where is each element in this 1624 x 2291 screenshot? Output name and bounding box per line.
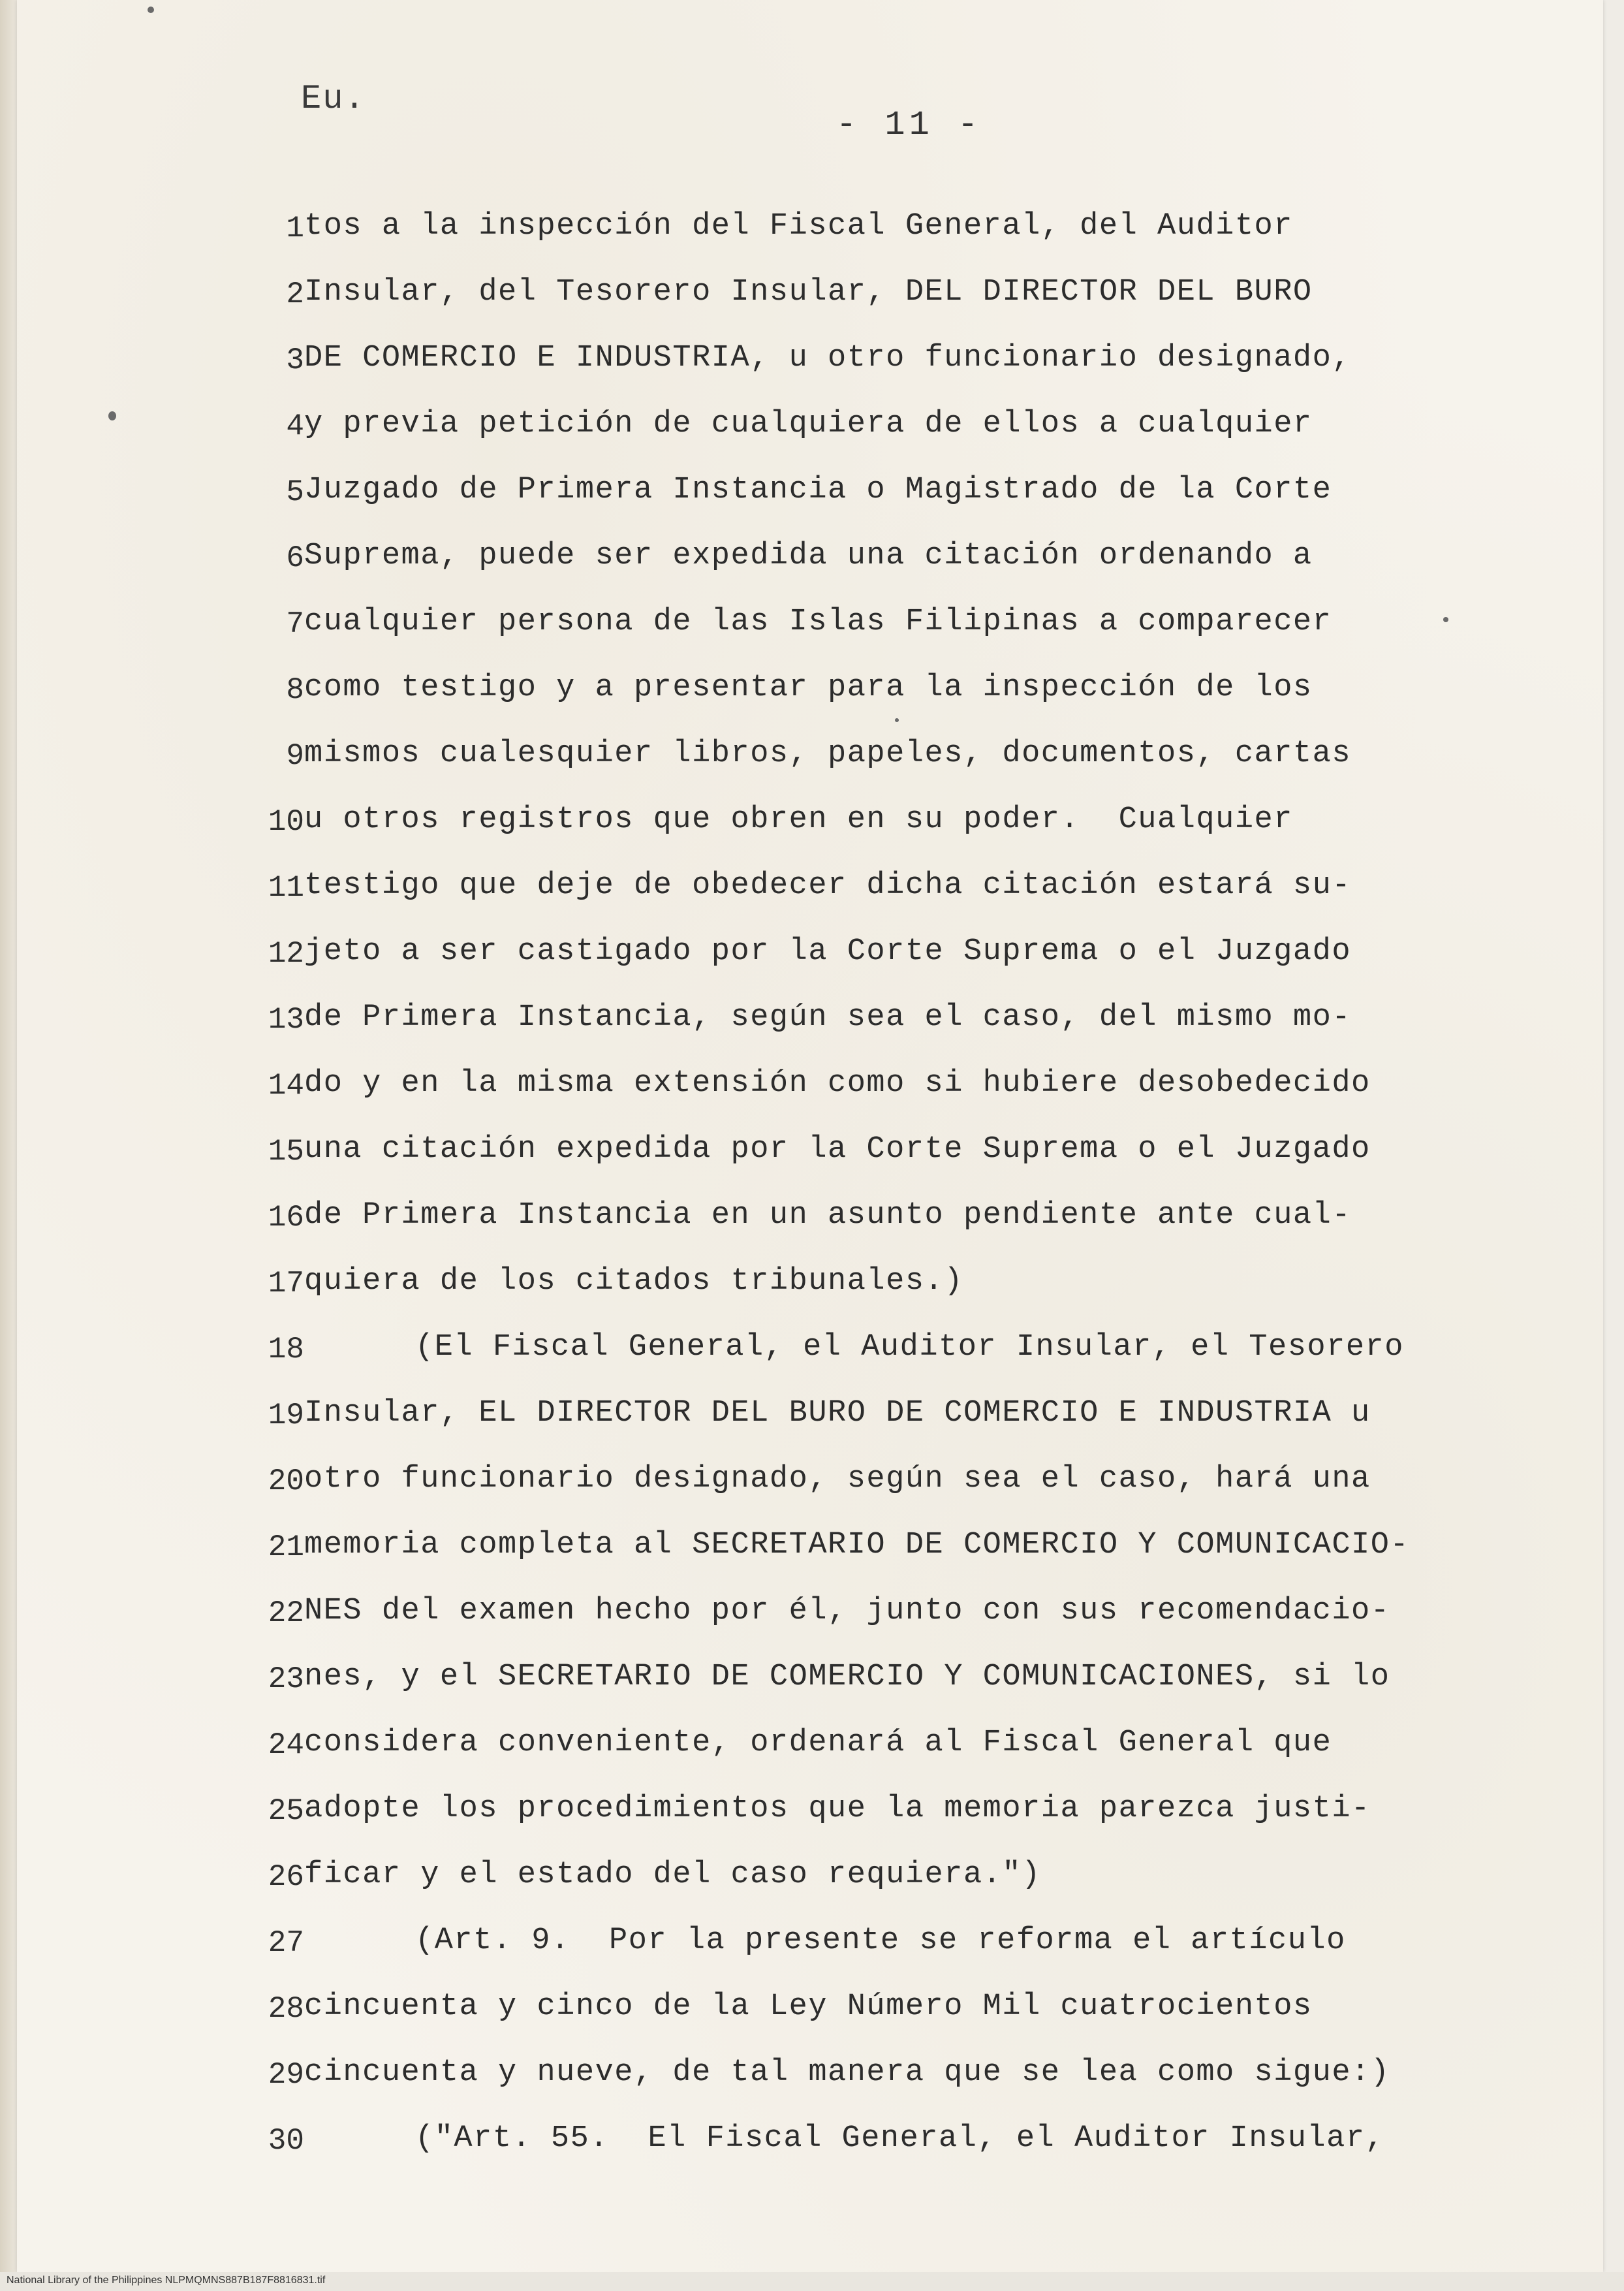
line-text: DE COMERCIO E INDUSTRIA, u otro funcionario designado, bbox=[304, 341, 1352, 375]
line-text: (Art. 9. Por la presente se reforma el artículo bbox=[415, 1923, 1346, 1958]
document-line bbox=[17, 730, 1603, 796]
line-text: de Primera Instancia en un asunto pendiente ante cual- bbox=[304, 1198, 1352, 1233]
paper-speck bbox=[1443, 617, 1448, 622]
document-line bbox=[17, 400, 1603, 466]
line-number: 9 bbox=[286, 739, 304, 773]
document-line bbox=[17, 994, 1603, 1060]
document-line bbox=[17, 2115, 1603, 2181]
line-number: 2 bbox=[286, 277, 304, 311]
line-text: tos a la inspección del Fiscal General, del Auditor bbox=[304, 209, 1293, 244]
line-number: 6 bbox=[286, 541, 304, 575]
document-line bbox=[17, 1389, 1603, 1455]
line-text: ("Art. 55. El Fiscal General, el Auditor Insular, bbox=[415, 2121, 1385, 2156]
line-number: 17 bbox=[268, 1267, 304, 1301]
document-line bbox=[17, 664, 1603, 730]
document-line bbox=[17, 928, 1603, 994]
line-number: 26 bbox=[268, 1860, 304, 1894]
line-number: 29 bbox=[268, 2058, 304, 2092]
line-number: 19 bbox=[268, 1398, 304, 1432]
line-number: 11 bbox=[268, 871, 304, 905]
line-text: cualquier persona de las Islas Filipinas a comparecer bbox=[304, 605, 1332, 639]
line-text: Juzgado de Primera Instancia o Magistrado de la Corte bbox=[304, 473, 1332, 507]
line-number: 23 bbox=[268, 1662, 304, 1696]
line-text: testigo que deje de obedecer dicha citación estará su- bbox=[304, 868, 1352, 903]
line-text: como testigo y a presentar para la inspección de los bbox=[304, 671, 1313, 705]
document-line bbox=[17, 1851, 1603, 1917]
line-text: otro funcionario designado, según sea el caso, hará una bbox=[304, 1462, 1371, 1496]
line-number: 4 bbox=[286, 409, 304, 443]
document-line bbox=[17, 1126, 1603, 1192]
line-number: 24 bbox=[268, 1728, 304, 1762]
line-text: (El Fiscal General, el Auditor Insular, el Tesorero bbox=[415, 1330, 1404, 1365]
document-line bbox=[17, 796, 1603, 862]
paper-speck bbox=[895, 718, 899, 722]
line-text: mismos cualesquier libros, papeles, documentos, cartas bbox=[304, 736, 1352, 771]
document-line bbox=[17, 202, 1603, 268]
line-number: 21 bbox=[268, 1530, 304, 1564]
line-number: 12 bbox=[268, 937, 304, 971]
line-text: NES del examen hecho por él, junto con sus recomendacio- bbox=[304, 1594, 1390, 1628]
line-number: 10 bbox=[268, 805, 304, 839]
document-line bbox=[17, 1257, 1603, 1323]
document-line bbox=[17, 598, 1603, 664]
line-text: memoria completa al SECRETARIO DE COMERCIO Y COMUNICACIO- bbox=[304, 1528, 1410, 1562]
document-line bbox=[17, 1587, 1603, 1653]
document-line bbox=[17, 532, 1603, 598]
line-text: jeto a ser castigado por la Corte Suprema o el Juzgado bbox=[304, 934, 1352, 969]
line-text: ficar y el estado del caso requiera.") bbox=[304, 1857, 1041, 1892]
line-number: 7 bbox=[286, 607, 304, 641]
paper-speck bbox=[108, 411, 116, 420]
document-line bbox=[17, 1455, 1603, 1521]
page-number: - 11 - bbox=[836, 106, 982, 144]
document-line bbox=[17, 1521, 1603, 1587]
line-number: 28 bbox=[268, 1992, 304, 2026]
document-line bbox=[17, 2049, 1603, 2115]
document-line bbox=[17, 862, 1603, 928]
document-line bbox=[17, 466, 1603, 532]
line-text: cincuenta y cinco de la Ley Número Mil cuatrocientos bbox=[304, 1989, 1313, 2024]
line-number: 27 bbox=[268, 1926, 304, 1960]
line-text: una citación expedida por la Corte Suprema o el Juzgado bbox=[304, 1132, 1371, 1167]
line-number: 18 bbox=[268, 1333, 304, 1367]
document-line bbox=[17, 1983, 1603, 2049]
line-number: 25 bbox=[268, 1794, 304, 1828]
line-number: 5 bbox=[286, 475, 304, 509]
line-number: 13 bbox=[268, 1003, 304, 1037]
document-line bbox=[17, 1060, 1603, 1126]
line-number: 16 bbox=[268, 1201, 304, 1235]
line-text: de Primera Instancia, según sea el caso, del mismo mo- bbox=[304, 1000, 1352, 1035]
line-text: cincuenta y nueve, de tal manera que se lea como sigue:) bbox=[304, 2055, 1390, 2090]
typist-initials: Eu. bbox=[301, 80, 366, 118]
document-line bbox=[17, 1785, 1603, 1851]
page-left-edge bbox=[0, 0, 17, 2272]
scan-footer-label: National Library of the Philippines NLPMQMNS887B187F8816831.tif bbox=[7, 2275, 326, 2286]
document-line bbox=[17, 1917, 1603, 1983]
line-text: Insular, EL DIRECTOR DEL BURO DE COMERCIO E INDUSTRIA u bbox=[304, 1396, 1371, 1430]
line-text: considera conveniente, ordenará al Fiscal General que bbox=[304, 1726, 1332, 1760]
line-number: 30 bbox=[268, 2124, 304, 2158]
line-text: u otros registros que obren en su poder. Cualquier bbox=[304, 802, 1293, 837]
line-text: nes, y el SECRETARIO DE COMERCIO Y COMUNICACIONES, si lo bbox=[304, 1660, 1390, 1694]
document-line bbox=[17, 1719, 1603, 1785]
document-line bbox=[17, 268, 1603, 334]
line-text: do y en la misma extensión como si hubiere desobedecido bbox=[304, 1066, 1371, 1101]
line-number: 8 bbox=[286, 673, 304, 707]
line-text: Insular, del Tesorero Insular, DEL DIRECTOR DEL BURO bbox=[304, 275, 1313, 309]
document-line bbox=[17, 1653, 1603, 1719]
line-number: 3 bbox=[286, 343, 304, 377]
document-line bbox=[17, 1192, 1603, 1257]
line-text: quiera de los citados tribunales.) bbox=[304, 1264, 963, 1299]
line-text: adopte los procedimientos que la memoria parezca justi- bbox=[304, 1792, 1371, 1826]
line-number: 14 bbox=[268, 1069, 304, 1103]
line-text: y previa petición de cualquiera de ellos a cualquier bbox=[304, 407, 1313, 441]
document-line bbox=[17, 1323, 1603, 1389]
paper-speck bbox=[148, 7, 154, 13]
line-number: 20 bbox=[268, 1464, 304, 1498]
line-text: Suprema, puede ser expedida una citación ordenando a bbox=[304, 539, 1313, 573]
document-body bbox=[17, 202, 1603, 2181]
document-line bbox=[17, 334, 1603, 400]
document-page bbox=[17, 0, 1603, 2272]
line-number: 22 bbox=[268, 1596, 304, 1630]
line-number: 15 bbox=[268, 1135, 304, 1169]
line-number: 1 bbox=[286, 212, 304, 245]
